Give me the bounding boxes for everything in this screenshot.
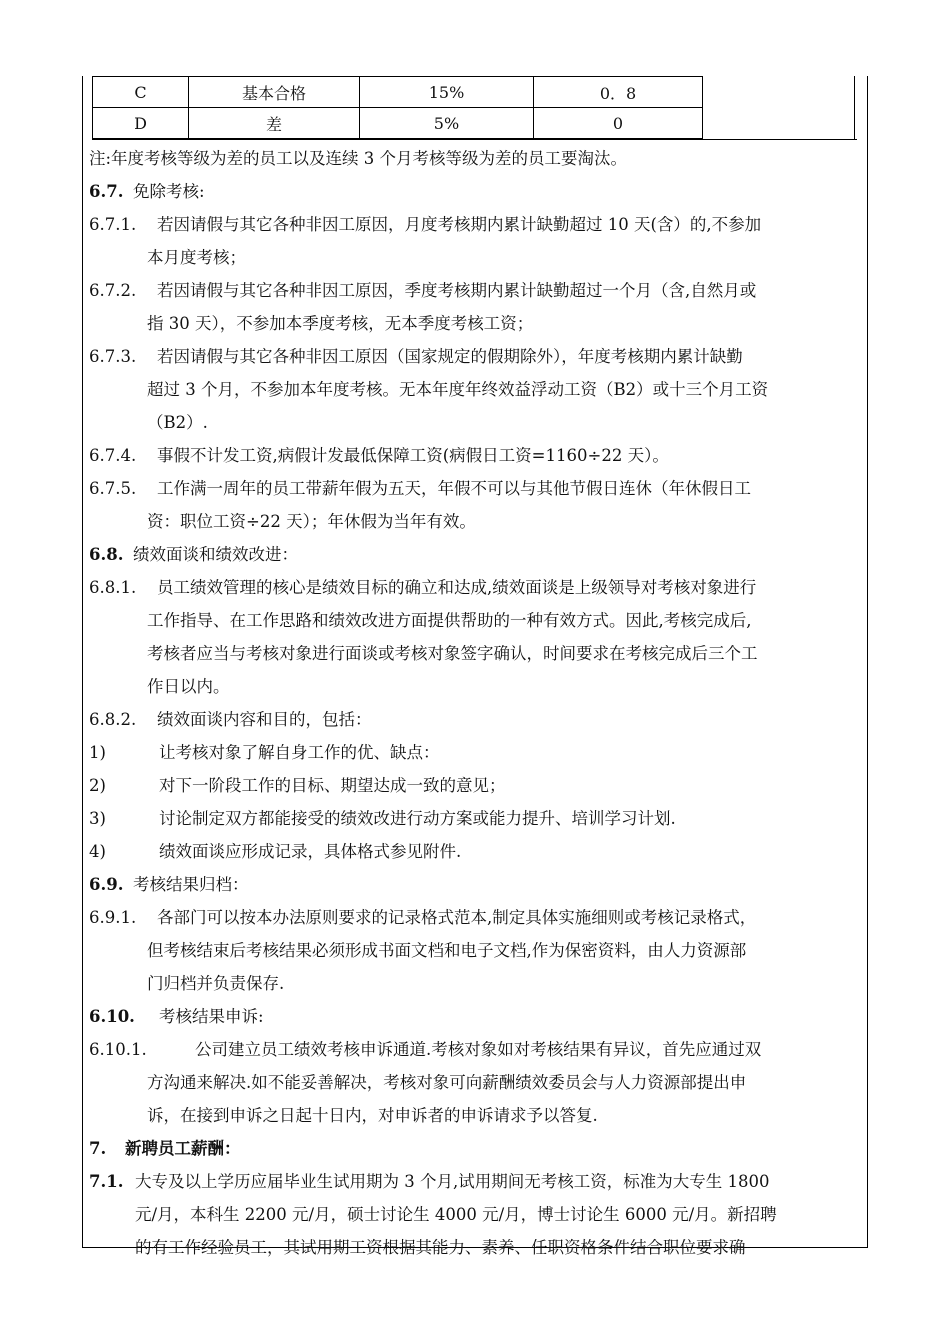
list-text: 让考核对象了解自身工作的优、缺点：	[159, 743, 440, 762]
document-body	[89, 142, 859, 1264]
section-title: 考核结果申诉:	[159, 1007, 264, 1026]
clause-text: 方沟通来解决.如不能妥善解决，考核对象可向薪酬绩效委员会与人力资源部提出申	[147, 1073, 747, 1092]
clause-number: 7.1.	[89, 1172, 124, 1191]
clause-text: 的有工作经验员工，其试用期工资根据其能力、素养、任职资格条件结合职位要求确	[135, 1238, 746, 1257]
clause-text: 指 30 天），不参加本季度考核，无本季度考核工资；	[147, 314, 534, 333]
clause-line	[89, 406, 859, 439]
clause-number: 6.8.2.	[89, 710, 137, 729]
clause-text: 但考核结束后考核结果必须形成书面文档和电子文档,作为保密资料，由人力资源部	[147, 941, 747, 960]
clause-line	[89, 1033, 859, 1066]
note-text: 注:年度考核等级为差的员工以及连续 3 个月考核等级为差的员工要淘汰。	[89, 149, 628, 168]
section-heading	[89, 175, 859, 208]
clause-line	[89, 1099, 859, 1132]
clause-line	[89, 241, 859, 274]
table-divider	[92, 139, 857, 140]
clause-text: 考核者应当与考核对象进行面谈或考核对象签字确认，时间要求在考核完成后三个工	[147, 644, 758, 663]
list-text: 讨论制定双方都能接受的绩效改进行动方案或能力提升、培训学习计划.	[159, 809, 676, 828]
clause-number: 6.7.5.	[89, 479, 137, 498]
clause-text: 资：职位工资÷22 天）；年休假为当年有效。	[147, 512, 476, 531]
clause-number: 6.7.4.	[89, 446, 137, 465]
list-item	[89, 835, 859, 868]
clause-line	[89, 703, 859, 736]
clause-line	[89, 1198, 859, 1231]
list-number: 4)	[89, 842, 106, 861]
chapter-heading	[89, 1132, 859, 1165]
section-number: 6.9.	[89, 875, 124, 894]
section-number: 6.8.	[89, 545, 124, 564]
grade-cell: C	[93, 77, 189, 108]
clause-line	[89, 604, 859, 637]
clause-line	[89, 373, 859, 406]
clause-line	[89, 472, 859, 505]
coef-cell: 0．8	[534, 77, 703, 108]
clause-text: 若因请假与其它各种非因工原因（国家规定的假期除外），年度考核期内累计缺勤	[157, 347, 743, 366]
clause-line	[89, 274, 859, 307]
clause-line	[89, 208, 859, 241]
clause-number: 6.10.1.	[89, 1040, 147, 1059]
ratio-cell: 5%	[360, 108, 534, 139]
clause-line	[89, 967, 859, 1000]
section-heading	[89, 538, 859, 571]
section-title: 免除考核:	[133, 182, 205, 201]
ratio-cell: 15%	[360, 77, 534, 108]
grade-table	[92, 76, 703, 139]
chapter-title: 新聘员工薪酬：	[125, 1139, 241, 1158]
coef-cell: 0	[534, 108, 703, 139]
clause-number: 6.8.1.	[89, 578, 137, 597]
clause-line	[89, 505, 859, 538]
section-number: 6.7.	[89, 182, 124, 201]
list-item	[89, 736, 859, 769]
clause-text: 各部门可以按本办法原则要求的记录格式范本,制定具体实施细则或考核记录格式，	[157, 908, 757, 927]
note-line	[89, 142, 859, 175]
clause-number: 6.7.1.	[89, 215, 137, 234]
clause-line	[89, 439, 859, 472]
grade-desc-cell: 差	[189, 108, 360, 139]
clause-line	[89, 571, 859, 604]
section-heading	[89, 868, 859, 901]
section-number: 6.10.	[89, 1007, 135, 1026]
clause-line	[89, 670, 859, 703]
clause-text: 工作满一周年的员工带薪年假为五天，年假不可以与其他节假日连休（年休假日工	[157, 479, 751, 498]
clause-text: 超过 3 个月，不参加本年度考核。无本年度年终效益浮动工资（B2）或十三个月工资	[147, 380, 769, 399]
list-text: 绩效面谈应形成记录，具体格式参见附件.	[159, 842, 462, 861]
list-item	[89, 769, 859, 802]
grade-cell: D	[93, 108, 189, 139]
clause-text: 绩效面谈内容和目的，包括：	[157, 710, 372, 729]
chapter-number: 7.	[89, 1139, 107, 1158]
clause-text: 门归档并负责保存.	[147, 974, 285, 993]
clause-line	[89, 1231, 859, 1264]
clause-line	[89, 307, 859, 340]
clause-text: 大专及以上学历应届毕业生试用期为 3 个月,试用期间无考核工资，标准为大专生 1800	[135, 1172, 770, 1191]
table-right-cell	[700, 76, 855, 140]
list-item	[89, 802, 859, 835]
clause-text: 本月度考核；	[147, 248, 246, 267]
list-text: 对下一阶段工作的目标、期望达成一致的意见；	[159, 776, 506, 795]
section-heading	[89, 1000, 859, 1033]
table-row	[93, 108, 703, 139]
clause-text: 员工绩效管理的核心是绩效目标的确立和达成,绩效面谈是上级领导对考核对象进行	[157, 578, 757, 597]
clause-number: 6.7.3.	[89, 347, 137, 366]
clause-line	[89, 1165, 859, 1198]
clause-line	[89, 934, 859, 967]
clause-line	[89, 340, 859, 373]
clause-text: （B2）.	[147, 413, 208, 432]
clause-text: 事假不计发工资,病假计发最低保障工资(病假日工资=1160÷22 天）。	[157, 446, 669, 465]
clause-line	[89, 901, 859, 934]
clause-text: 元/月，本科生 2200 元/月，硕士讨论生 4000 元/月，博士讨论生 6000 元/月。新招聘	[135, 1205, 777, 1224]
grade-desc-cell: 基本合格	[189, 77, 360, 108]
table-row	[93, 77, 703, 108]
section-title: 考核结果归档：	[133, 875, 249, 894]
clause-text: 作日以内。	[147, 677, 230, 696]
list-number: 3)	[89, 809, 106, 828]
clause-text: 工作指导、在工作思路和绩效改进方面提供帮助的一种有效方式。因此,考核完成后,	[147, 611, 752, 630]
clause-number: 6.9.1.	[89, 908, 137, 927]
clause-text: 若因请假与其它各种非因工原因，季度考核期内累计缺勤超过一个月（含,自然月或	[157, 281, 757, 300]
section-title: 绩效面谈和绩效改进：	[133, 545, 298, 564]
clause-text: 公司建立员工绩效考核申诉通道.考核对象如对考核结果有异议，首先应通过双	[195, 1040, 762, 1059]
clause-line	[89, 1066, 859, 1099]
clause-text: 若因请假与其它各种非因工原因，月度考核期内累计缺勤超过 10 天(含）的,不参加	[157, 215, 762, 234]
list-number: 1)	[89, 743, 106, 762]
clause-line	[89, 637, 859, 670]
clause-text: 诉，在接到申诉之日起十日内，对申诉者的申诉请求予以答复.	[147, 1106, 598, 1125]
list-number: 2)	[89, 776, 106, 795]
clause-number: 6.7.2.	[89, 281, 137, 300]
